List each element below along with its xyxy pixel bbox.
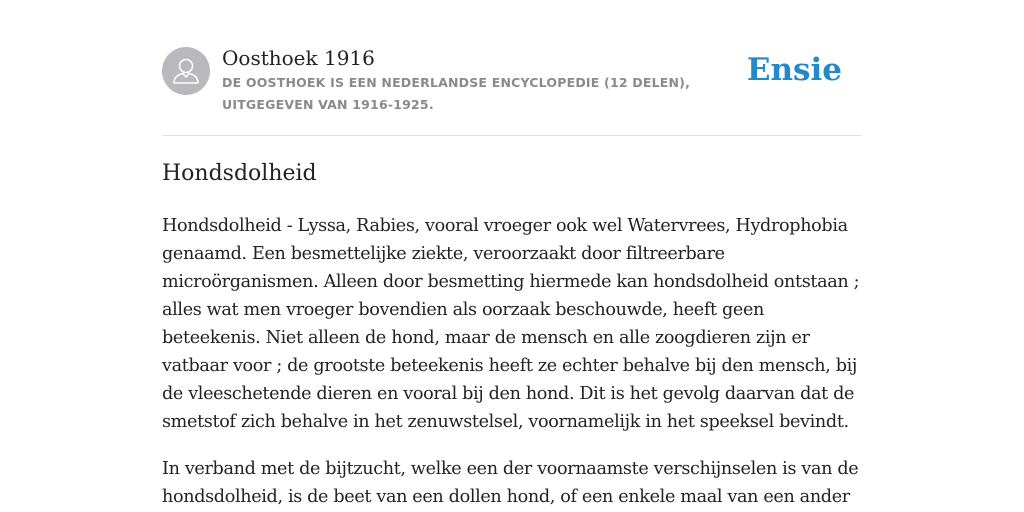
article-paragraph: Hondsdolheid - Lyssa, Rabies, vooral vroeger ook wel Watervrees, Hydrophobia genaamd. Een besmettelijke ziekte, veroorzaakt door filtreerbare microörganismen. Alleen door besmetting hiermede kan hondsdolheid ontstaan ; alles wat men vroeger bovendien als oorzaak beschouwde, heeft geen beteekenis. Niet alleen de hond, maar de mensch en alle zoogdieren zijn er vatbaar voor ; de grootste beteekenis heeft ze echter behalve bij den mensch, bij de vleeschetende dieren en vooral bij den hond. Dit is het gevolg daarvan dat de smetstof zich behalve in het zenuwstelsel, voornamelijk in het speeksel bevindt. <box>162 216 860 432</box>
source-description: DE OOSTHOEK IS EEN NEDERLANDSE ENCYCLOPEDIE (12 DELEN), UITGEGEVEN VAN 1916-1925. <box>222 75 691 112</box>
source-avatar[interactable] <box>162 47 210 95</box>
article-paragraph: In verband met de bijtzucht, welke een der voornaamste verschijnselen is van de hondsdolheid, is de beet van een dollen hond, of een enkele maal van een ander <box>162 459 859 507</box>
source-title-link[interactable]: Oosthoek 1916 <box>222 46 375 70</box>
article-body <box>162 212 862 512</box>
user-silhouette-icon <box>162 47 210 95</box>
source-header <box>162 46 862 116</box>
ensie-logo-link[interactable]: Ensie <box>746 52 842 88</box>
article-title: Hondsdolheid <box>162 161 317 186</box>
header-divider <box>162 135 862 136</box>
